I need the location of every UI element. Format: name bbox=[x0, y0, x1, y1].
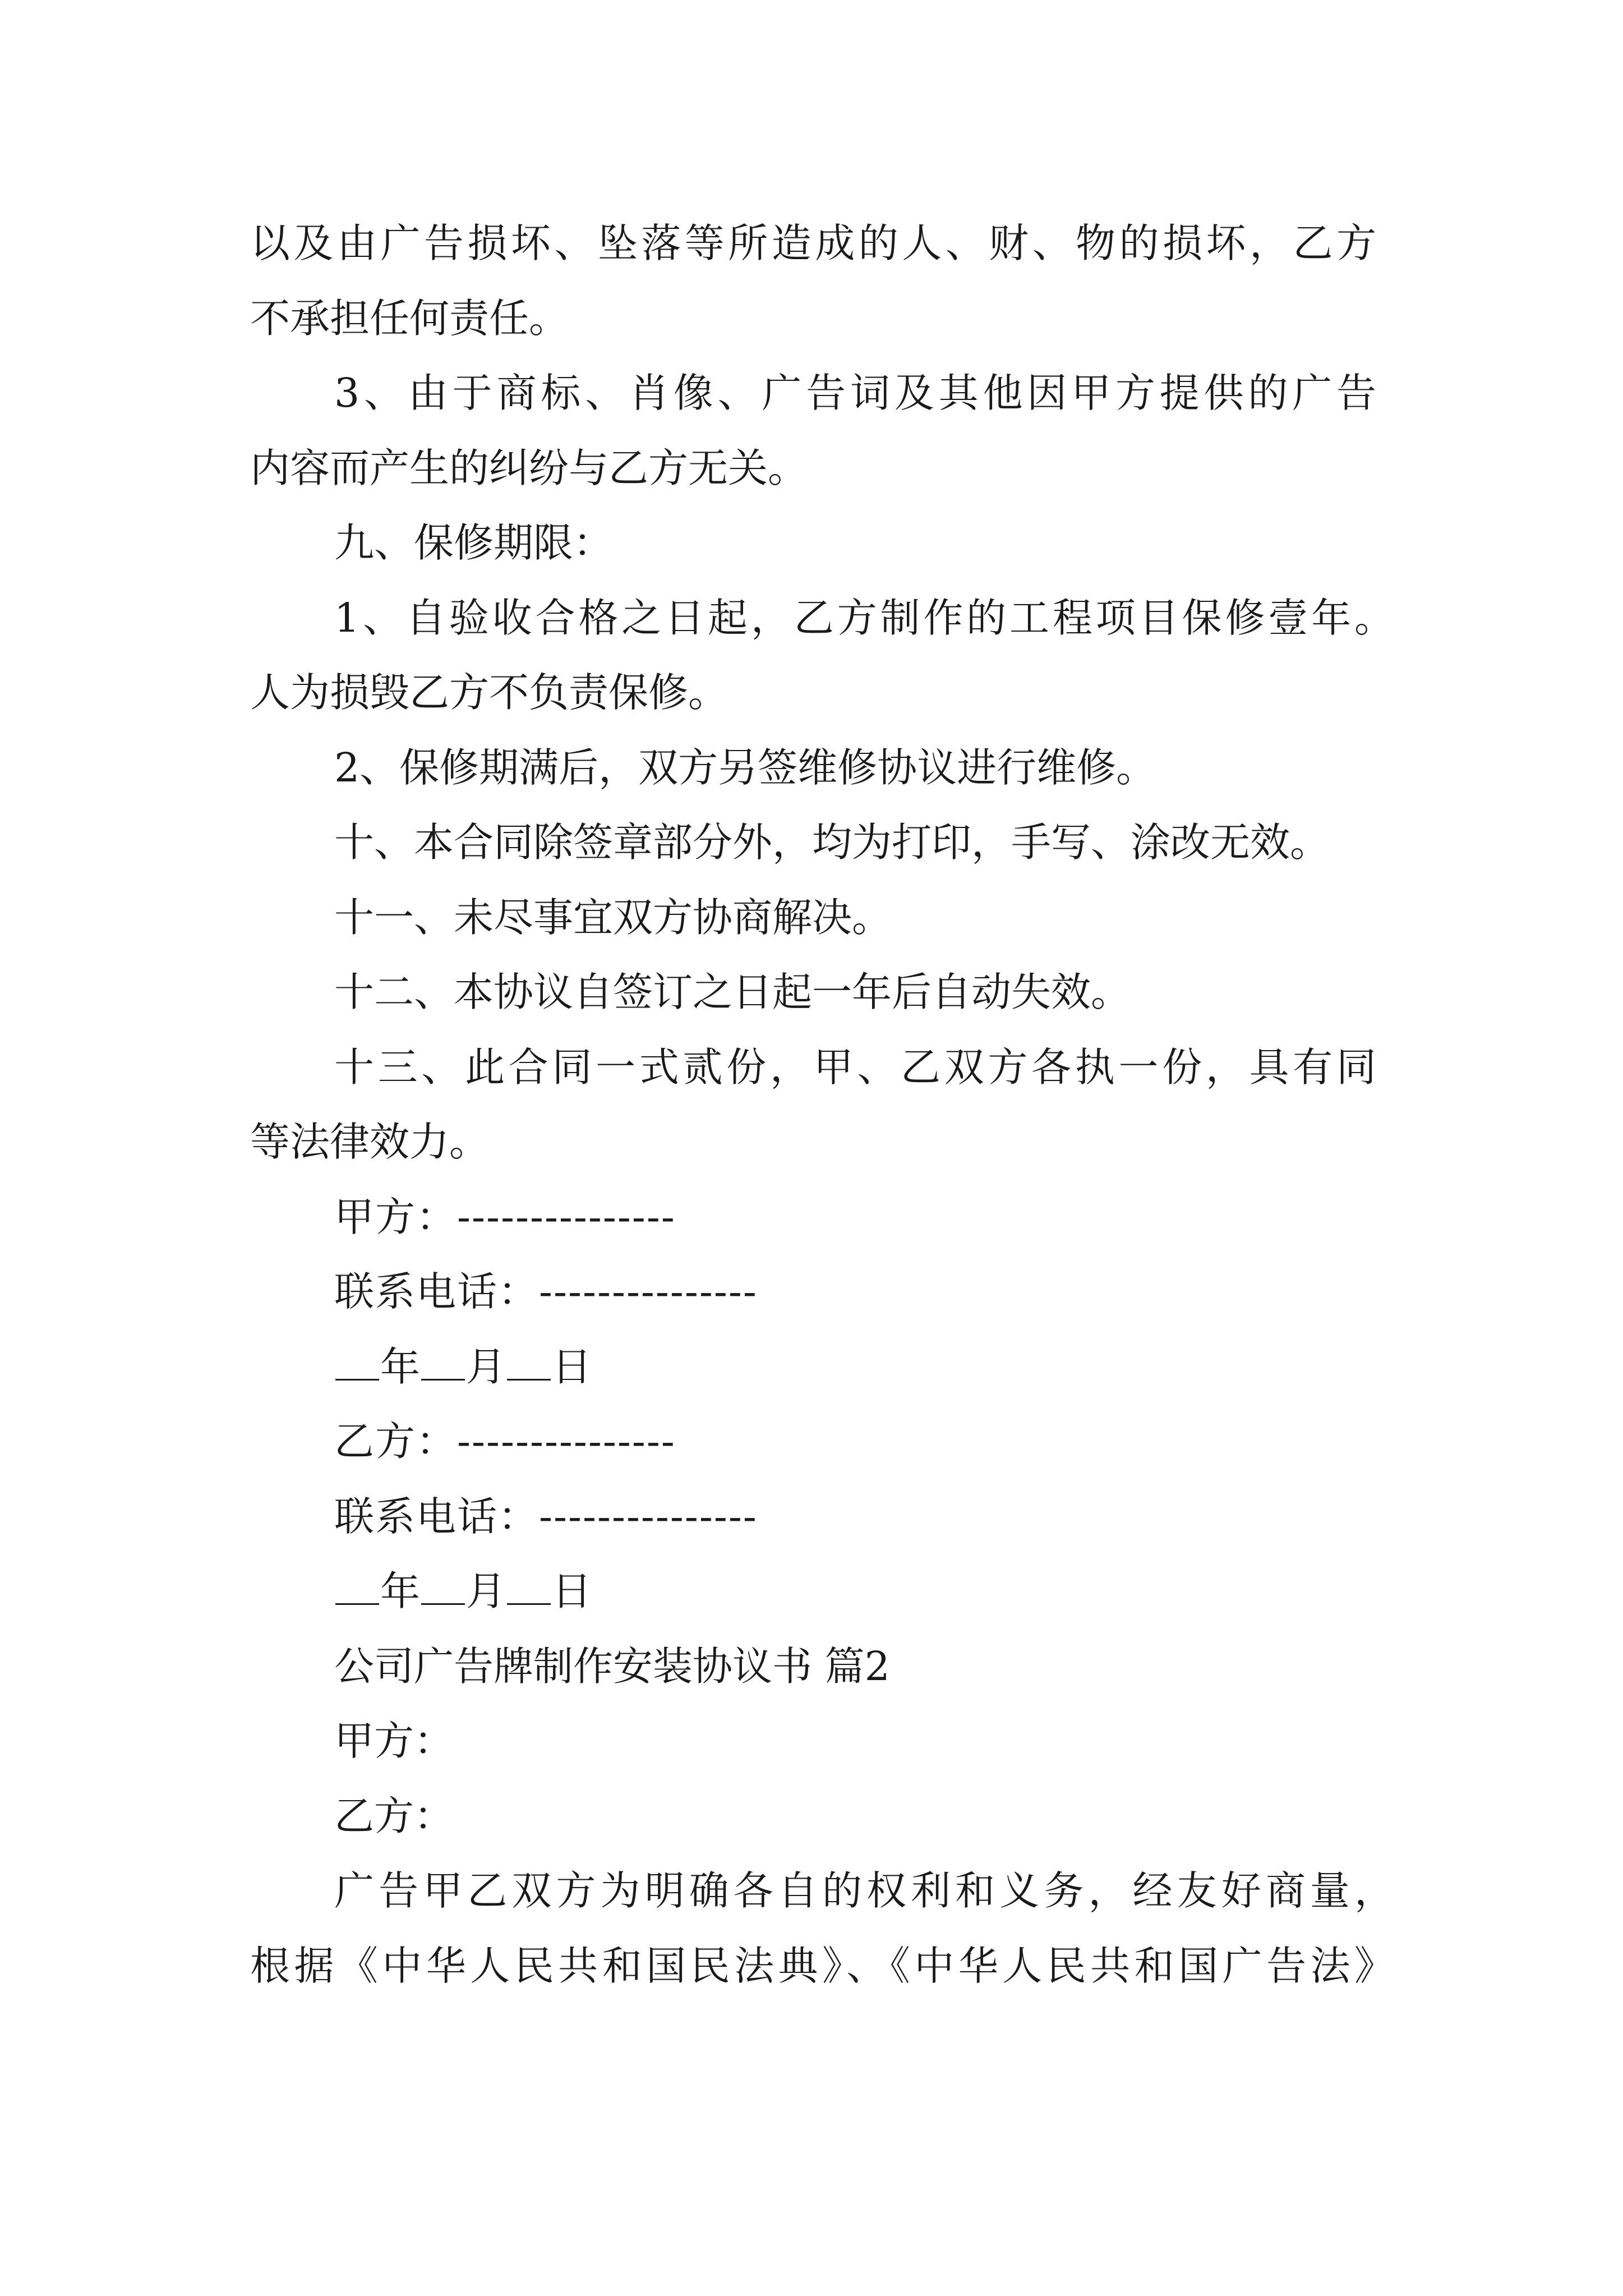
party-a-signature: 甲方：--------------- bbox=[334, 1194, 676, 1240]
section-2-intro-2: 根据《中华人民共和国民法典》、《中华人民共和国广告法》 bbox=[250, 1943, 1394, 1989]
clause-9-2: 2、保修期满后，双方另签维修协议进行维修。 bbox=[334, 744, 1156, 791]
month-blank bbox=[421, 1566, 465, 1605]
clause-8-3: 3、由于商标、肖像、广告词及其他因甲方提供的广告 bbox=[334, 370, 1376, 416]
day-blank bbox=[507, 1566, 551, 1605]
year-label: 年 bbox=[380, 1568, 421, 1614]
party-a-phone: 联系电话：--------------- bbox=[334, 1268, 758, 1315]
day-blank bbox=[507, 1342, 551, 1381]
section-2-party-b: 乙方： bbox=[334, 1793, 454, 1839]
body-line-1: 以及由广告损坏、坠落等所造成的人、财、物的损坏，乙方 bbox=[250, 220, 1376, 266]
section-2-party-a: 甲方： bbox=[334, 1718, 454, 1764]
clause-11: 十一、未尽事宜双方协商解决。 bbox=[334, 894, 892, 941]
clause-9-1-cont: 人为损毁乙方不负责保修。 bbox=[250, 669, 728, 716]
clause-10: 十、本合同除签章部分外，均为打印，手写、涂改无效。 bbox=[334, 819, 1330, 866]
clause-13: 十三、此合同一式贰份，甲、乙双方各执一份，具有同 bbox=[334, 1044, 1376, 1091]
clause-8-3-cont: 内容而产生的纠纷与乙方无关。 bbox=[250, 445, 808, 491]
body-line-2: 不承担任何责任。 bbox=[250, 295, 569, 342]
clause-9-1: 1、自验收合格之日起，乙方制作的工程项目保修壹年。 bbox=[334, 595, 1394, 641]
year-blank bbox=[335, 1342, 379, 1381]
day-label: 日 bbox=[552, 1343, 592, 1390]
clause-13-cont: 等法律效力。 bbox=[250, 1119, 490, 1165]
day-label: 日 bbox=[552, 1568, 592, 1614]
party-a-date bbox=[334, 1339, 592, 1395]
month-blank bbox=[421, 1342, 465, 1381]
section-heading-9: 九、保修期限： bbox=[334, 519, 614, 566]
year-label: 年 bbox=[380, 1343, 421, 1390]
month-label: 月 bbox=[466, 1343, 506, 1390]
year-blank bbox=[335, 1566, 379, 1605]
party-b-signature: 乙方：--------------- bbox=[334, 1418, 676, 1465]
month-label: 月 bbox=[466, 1568, 506, 1614]
clause-12: 十二、本协议自签订之日起一年后自动失效。 bbox=[334, 969, 1131, 1015]
section-2-title: 公司广告牌制作安装协议书 篇2 bbox=[334, 1643, 890, 1690]
party-b-phone: 联系电话：--------------- bbox=[334, 1493, 758, 1540]
party-b-date bbox=[334, 1563, 592, 1619]
section-2-intro-1: 广告甲乙双方为明确各自的权利和义务，经友好商量， bbox=[334, 1867, 1394, 1914]
